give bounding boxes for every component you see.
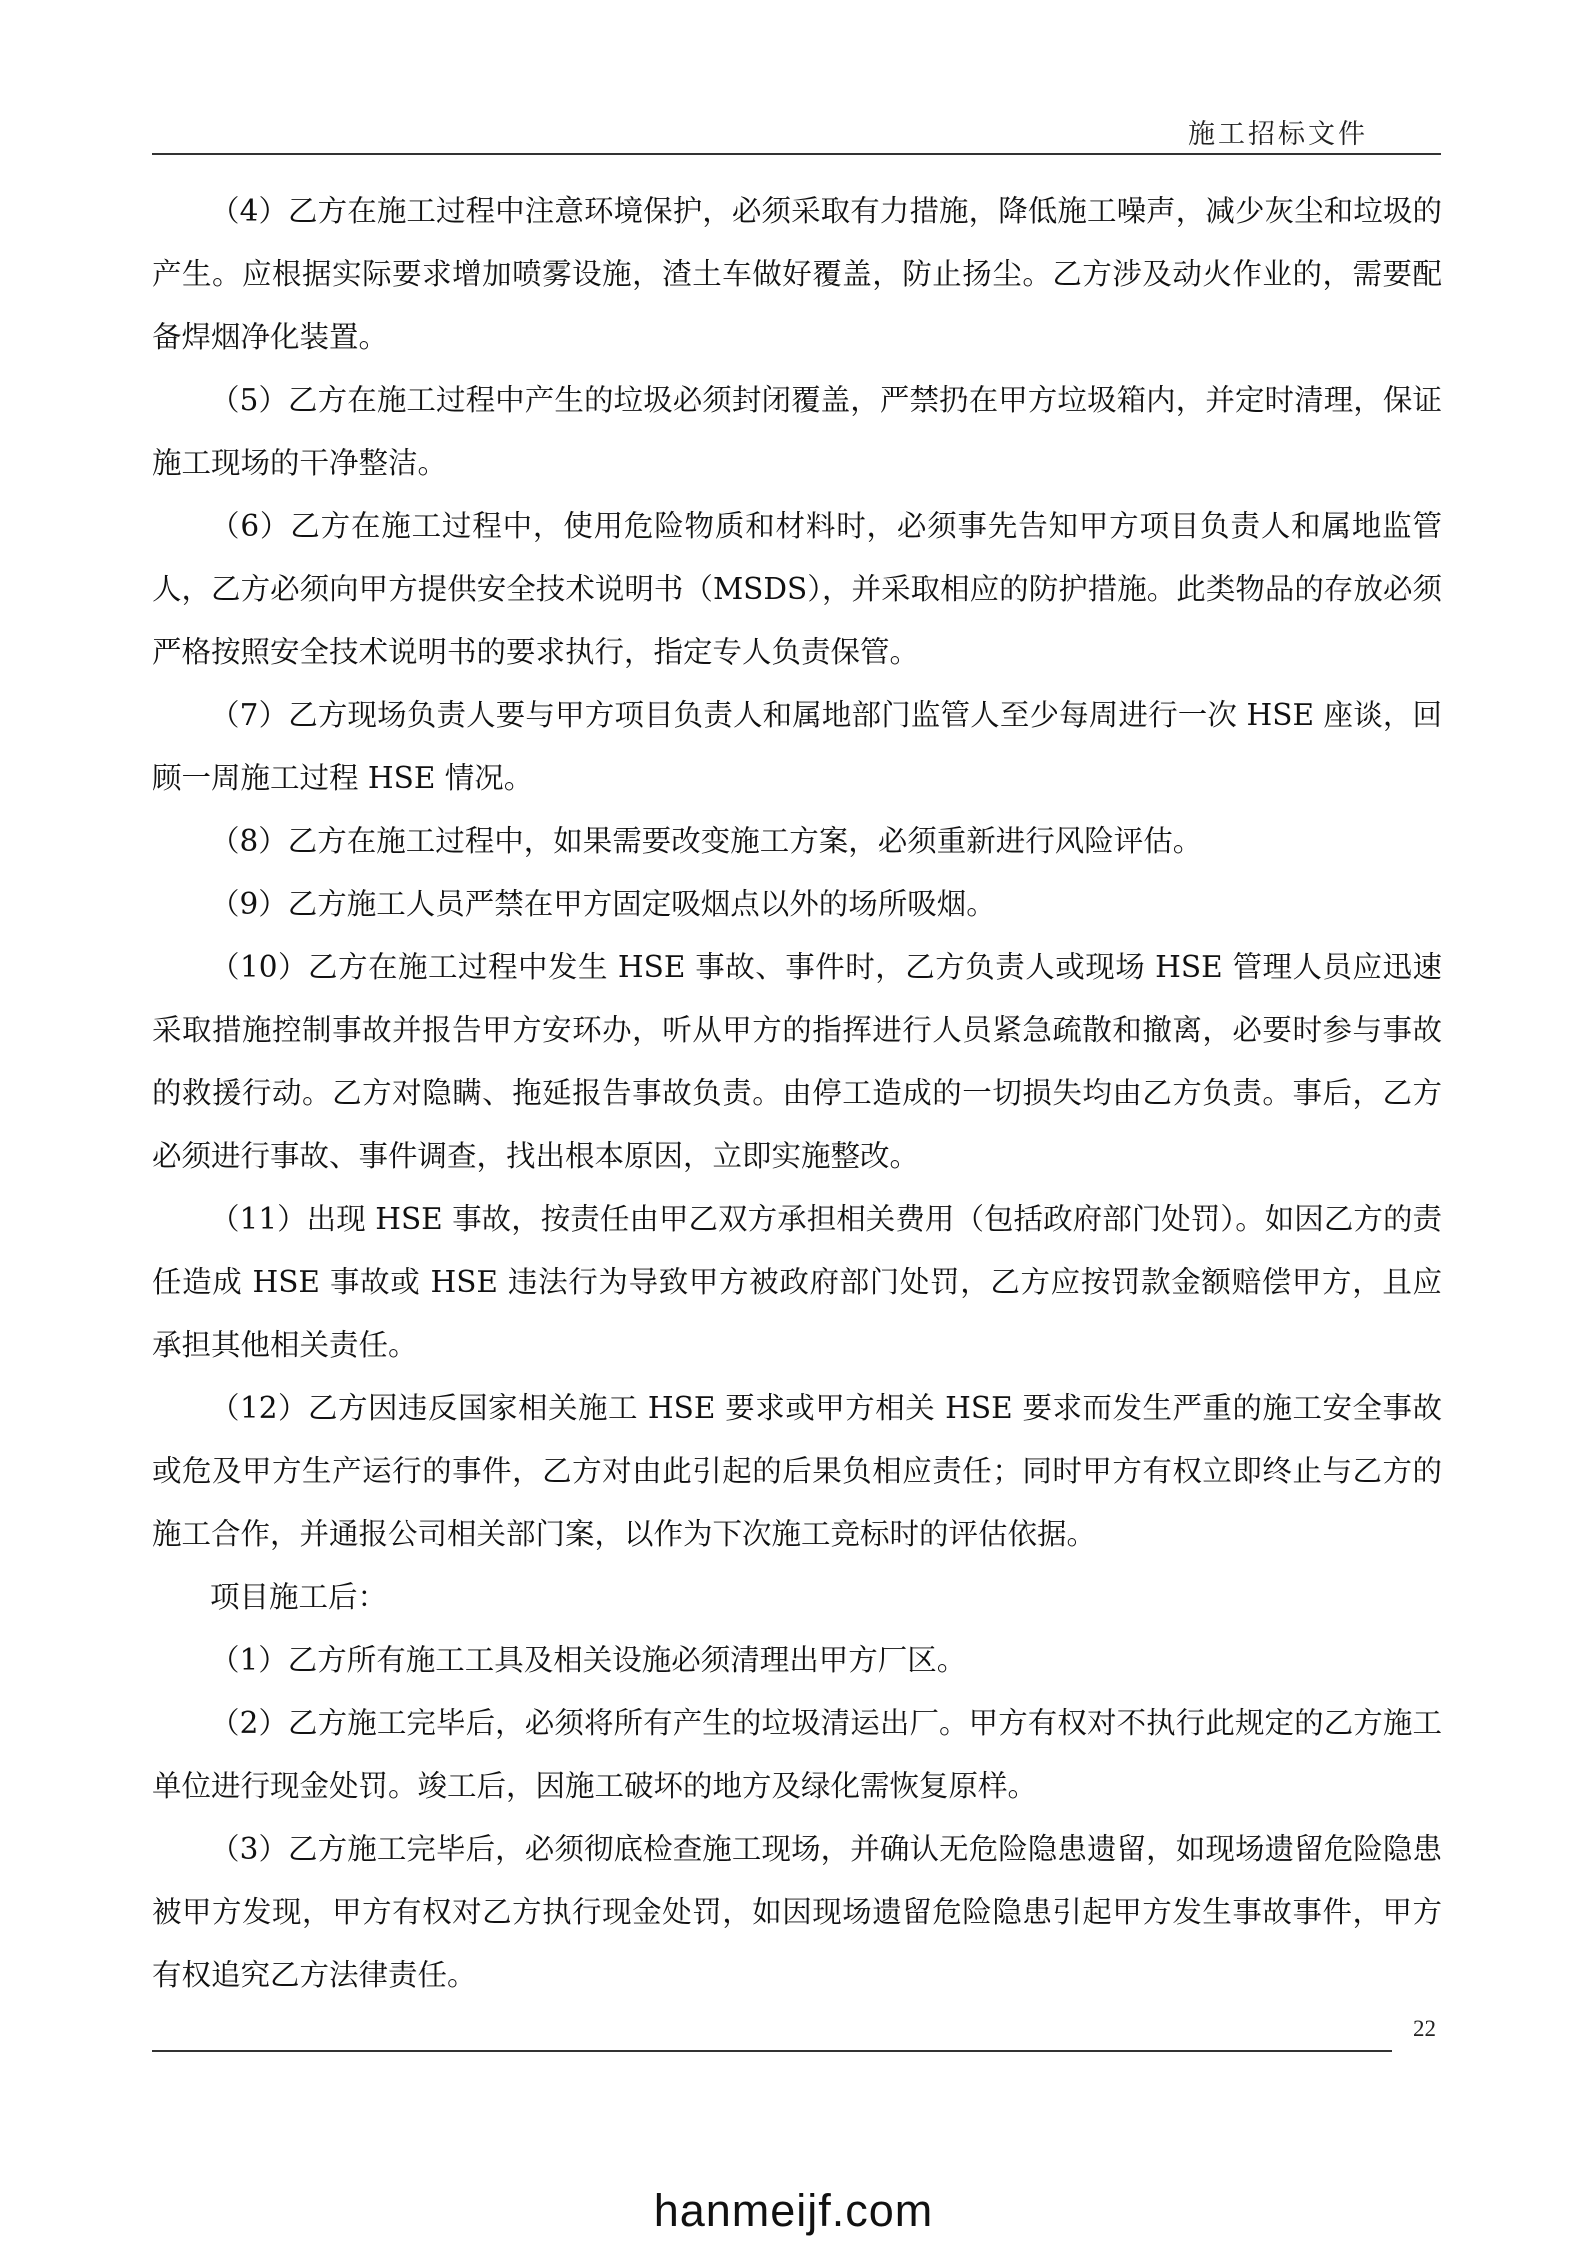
- paragraph-item-5: （5）乙方在施工过程中产生的垃圾必须封闭覆盖，严禁扔在甲方垃圾箱内，并定时清理，保证施工现场的干净整洁。: [152, 383, 1442, 480]
- section-heading-after-construction: 项目施工后：: [210, 1580, 388, 1614]
- header-divider: [152, 153, 1441, 155]
- watermark-text: hanmeijf.com: [653, 2185, 934, 2236]
- document-header-title: 施工招标文件: [1188, 119, 1368, 150]
- paragraph-item-4: （4）乙方在施工过程中注意环境保护，必须采取有力措施，降低施工噪声，减少灰尘和垃圾的产生。应根据实际要求增加喷雾设施，渣土车做好覆盖，防止扬尘。乙方涉及动火作业的，需要配备焊烟净化装置。: [152, 194, 1442, 354]
- paragraph-item-7: （7）乙方现场负责人要与甲方项目负责人和属地部门监管人至少每周进行一次 HSE 座谈，回顾一周施工过程 HSE 情况。: [152, 698, 1442, 795]
- footer-divider: [152, 2050, 1392, 2052]
- paragraph-item-10: （10）乙方在施工过程中发生 HSE 事故、事件时，乙方负责人或现场 HSE 管理人员应迅速采取措施控制事故并报告甲方安环办，听从甲方的指挥进行人员紧急疏散和撤离，必要时参与事故的救援行动。乙方对隐瞒、拖延报告事故负责。由停工造成的一切损失均由乙方负责。事后，乙方必须进行事故、事件调查，找出根本原因，立即实施整改。: [152, 950, 1442, 1173]
- document-body: [152, 180, 1442, 2007]
- paragraph-after-2: （2）乙方施工完毕后，必须将所有产生的垃圾清运出厂。甲方有权对不执行此规定的乙方施工单位进行现金处罚。竣工后，因施工破坏的地方及绿化需恢复原样。: [152, 1706, 1442, 1803]
- paragraph-item-9: （9）乙方施工人员严禁在甲方固定吸烟点以外的场所吸烟。: [210, 887, 996, 921]
- paragraph-item-6: （6）乙方在施工过程中，使用危险物质和材料时，必须事先告知甲方项目负责人和属地监管人，乙方必须向甲方提供安全技术说明书（MSDS），并采取相应的防护措施。此类物品的存放必须严格按照安全技术说明书的要求执行，指定专人负责保管。: [152, 509, 1442, 669]
- paragraph-item-8: （8）乙方在施工过程中，如果需要改变施工方案，必须重新进行风险评估。: [210, 824, 1203, 858]
- paragraph-after-3: （3）乙方施工完毕后，必须彻底检查施工现场，并确认无危险隐患遗留，如现场遗留危险隐患被甲方发现，甲方有权对乙方执行现金处罚，如因现场遗留危险隐患引起甲方发生事故事件，甲方有权追究乙方法律责任。: [152, 1832, 1442, 1992]
- paragraph-item-11: （11）出现 HSE 事故，按责任由甲乙双方承担相关费用（包括政府部门处罚）。如因乙方的责任造成 HSE 事故或 HSE 违法行为导致甲方被政府部门处罚，乙方应按罚款金额赔偿甲方，且应承担其他相关责任。: [152, 1202, 1442, 1362]
- page-number: 22: [1413, 2016, 1436, 2041]
- paragraph-after-1: （1）乙方所有施工工具及相关设施必须清理出甲方厂区。: [210, 1643, 967, 1677]
- paragraph-item-12: （12）乙方因违反国家相关施工 HSE 要求或甲方相关 HSE 要求而发生严重的施工安全事故或危及甲方生产运行的事件，乙方对由此引起的后果负相应责任；同时甲方有权立即终止与乙方的施工合作，并通报公司相关部门案，以作为下次施工竞标时的评估依据。: [152, 1391, 1442, 1551]
